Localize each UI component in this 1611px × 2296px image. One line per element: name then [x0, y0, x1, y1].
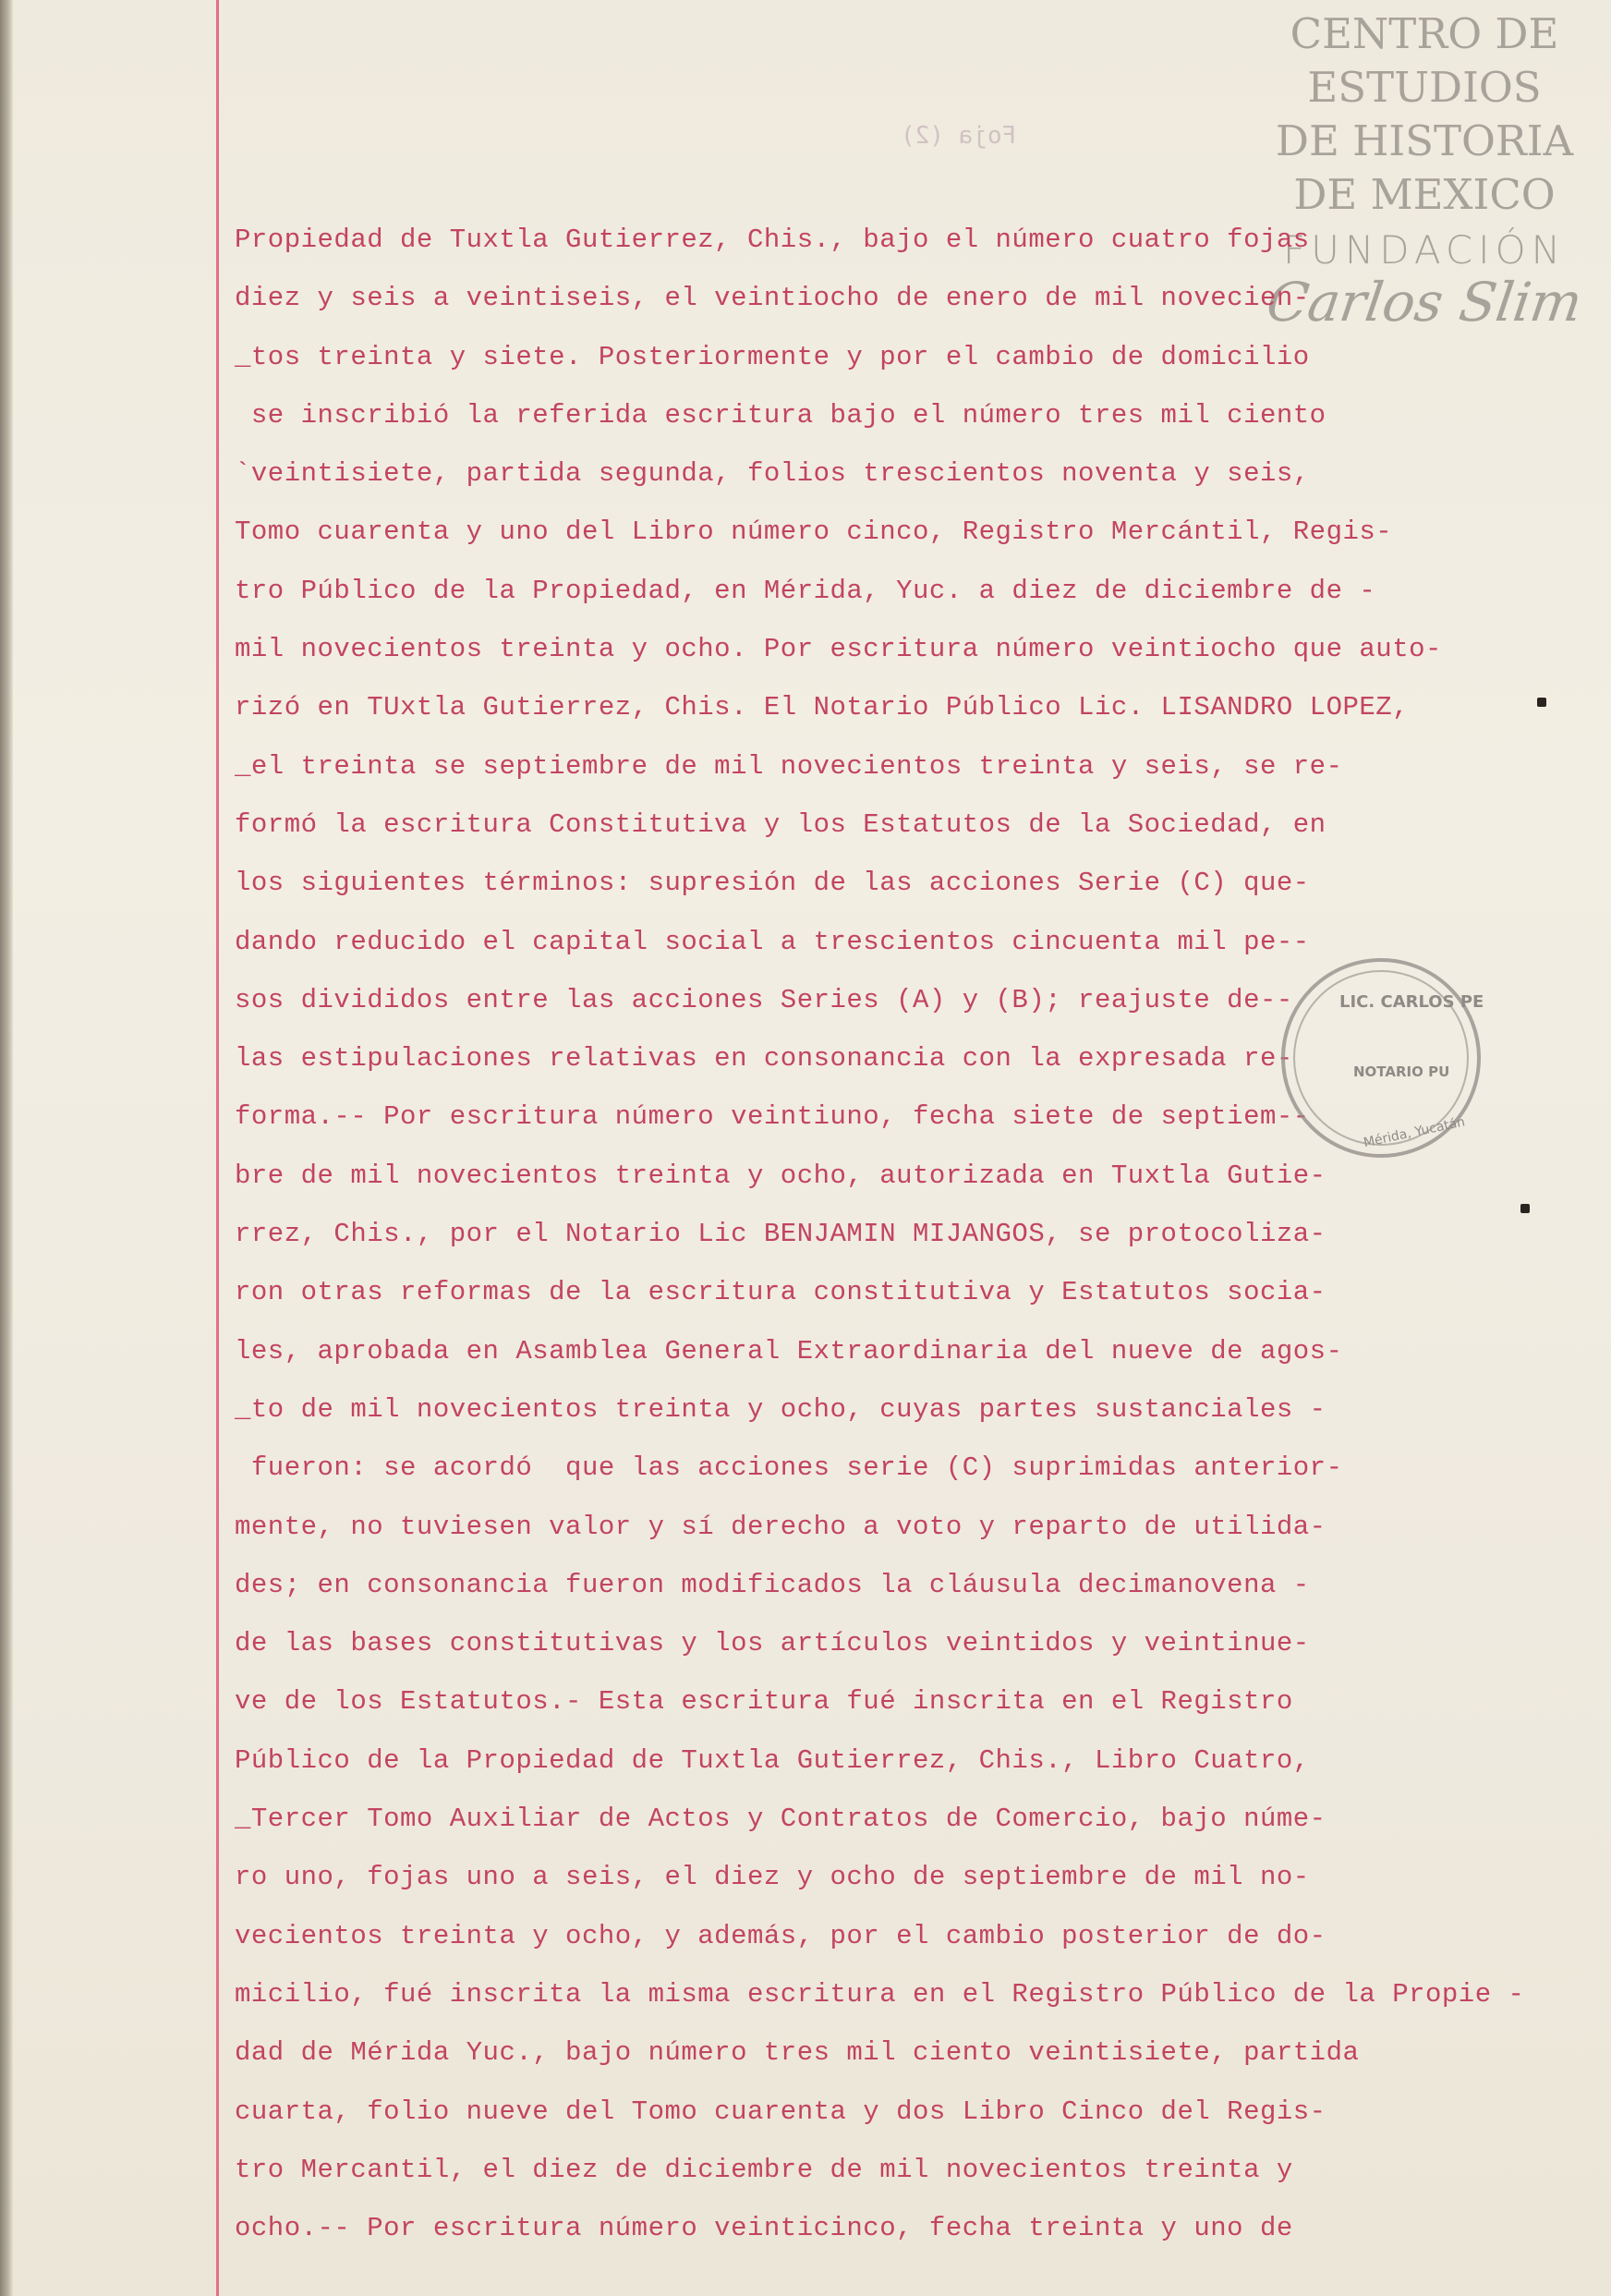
text-line: rizó en TUxtla Gutierrez, Chis. El Notario Público Lic. LISANDRO LOPEZ,	[235, 692, 1410, 723]
text-line: mente, no tuviesen valor y sí derecho a voto y reparto de utilida-	[235, 1511, 1326, 1542]
text-line: rrez, Chis., por el Notario Lic BENJAMIN MIJANGOS, se protocoliza-	[235, 1219, 1326, 1250]
text-line: _Tercer Tomo Auxiliar de Actos y Contratos de Comercio, bajo núme-	[235, 1804, 1326, 1835]
notary-seal	[1275, 952, 1487, 1164]
text-line: diez y seis a veintiseis, el veintiocho de enero de mil novecien-	[235, 283, 1310, 314]
text-line: tro Mercantil, el diez de diciembre de mil novecientos treinta y	[235, 2154, 1293, 2185]
text-line: Tomo cuarenta y uno del Libro número cinco, Registro Mercántil, Regis-	[235, 516, 1393, 548]
seal-text-3: Mérida, Yucatán	[1362, 1114, 1467, 1151]
text-line: bre de mil novecientos treinta y ocho, autorizada en Tuxtla Gutie-	[235, 1160, 1326, 1191]
page-number: Foja (2)	[901, 122, 1017, 150]
text-line: vecientos treinta y ocho, y además, por el cambio posterior de do-	[235, 1920, 1326, 1951]
text-line: ocho.-- Por escritura número veinticinco, fecha treinta y uno de	[235, 2213, 1293, 2244]
page-edge-shadow	[0, 0, 13, 2296]
text-line: sos divididos entre las acciones Series (A) y (B); reajuste de--	[235, 984, 1293, 1015]
watermark-line-4: DE MEXICO	[1293, 170, 1556, 219]
text-line: `veintisiete, partida segunda, folios trescientos noventa y seis,	[235, 458, 1310, 490]
text-line: formó la escritura Constitutiva y los Estatutos de la Sociedad, en	[235, 808, 1326, 840]
text-line: dad de Mérida Yuc., bajo número tres mil ciento veintisiete, partida	[235, 2037, 1360, 2069]
watermark-line-1: CENTRO DE	[1290, 9, 1559, 58]
text-line: _to de mil novecientos treinta y ocho, cuyas partes sustanciales -	[235, 1393, 1326, 1425]
watermark-signature: Carlos Slim	[1263, 271, 1586, 334]
text-line: fueron: se acordó que las acciones serie (C) suprimidas anterior-	[235, 1452, 1343, 1484]
margin-rule	[216, 0, 219, 2296]
text-line: micilio, fué inscrita la misma escritura en el Registro Público de la Propie -	[235, 1978, 1525, 2010]
text-line: Público de la Propiedad de Tuxtla Gutierrez, Chis., Libro Cuatro,	[235, 1744, 1310, 1776]
paper-speck	[1520, 1204, 1530, 1213]
text-line: ro uno, fojas uno a seis, el diez y ocho de septiembre de mil no-	[235, 1862, 1310, 1893]
text-line: cuarta, folio nueve del Tomo cuarenta y dos Libro Cinco del Regis-	[235, 2096, 1326, 2127]
text-line: des; en consonancia fueron modificados la cláusula decimanovena -	[235, 1569, 1310, 1600]
text-line: las estipulaciones relativas en consonancia con la expresada re-	[235, 1043, 1293, 1075]
text-line: se inscribió la referida escritura bajo el número tres mil ciento	[235, 399, 1326, 431]
text-line: mil novecientos treinta y ocho. Por escritura número veintiocho que auto-	[235, 634, 1442, 665]
text-line: los siguientes términos: supresión de las acciones Serie (C) que-	[235, 868, 1310, 899]
paper-speck	[1537, 698, 1546, 707]
watermark-line-2: ESTUDIOS	[1307, 63, 1542, 112]
text-line: forma.-- Por escritura número veintiuno, fecha siete de septiem--	[235, 1101, 1310, 1133]
text-line: de las bases constitutivas y los artículos veintidos y veintinue-	[235, 1628, 1310, 1659]
seal-text-1: LIC. CARLOS PE	[1339, 992, 1484, 1012]
text-line: les, aprobada en Asamblea General Extraordinaria del nueve de agos-	[235, 1335, 1343, 1367]
text-line: dando reducido el capital social a trescientos cincuenta mil pe--	[235, 926, 1310, 957]
seal-text-2: NOTARIO PU	[1353, 1063, 1450, 1080]
text-line: _el treinta se septiembre de mil novecientos treinta y seis, se re-	[235, 750, 1343, 782]
text-line: tro Público de la Propiedad, en Mérida, Yuc. a diez de diciembre de -	[235, 575, 1376, 606]
text-line: ve de los Estatutos.- Esta escritura fué inscrita en el Registro	[235, 1686, 1293, 1718]
watermark-line-5: FUNDACIÓN	[1282, 227, 1567, 273]
watermark-line-3: DE HISTORIA	[1275, 116, 1574, 165]
text-line: _tos treinta y siete. Posteriormente y por el cambio de domicilio	[235, 341, 1310, 372]
text-line: ron otras reformas de la escritura constitutiva y Estatutos socia-	[235, 1277, 1326, 1308]
text-line: Propiedad de Tuxtla Gutierrez, Chis., bajo el número cuatro fojas	[235, 225, 1310, 255]
